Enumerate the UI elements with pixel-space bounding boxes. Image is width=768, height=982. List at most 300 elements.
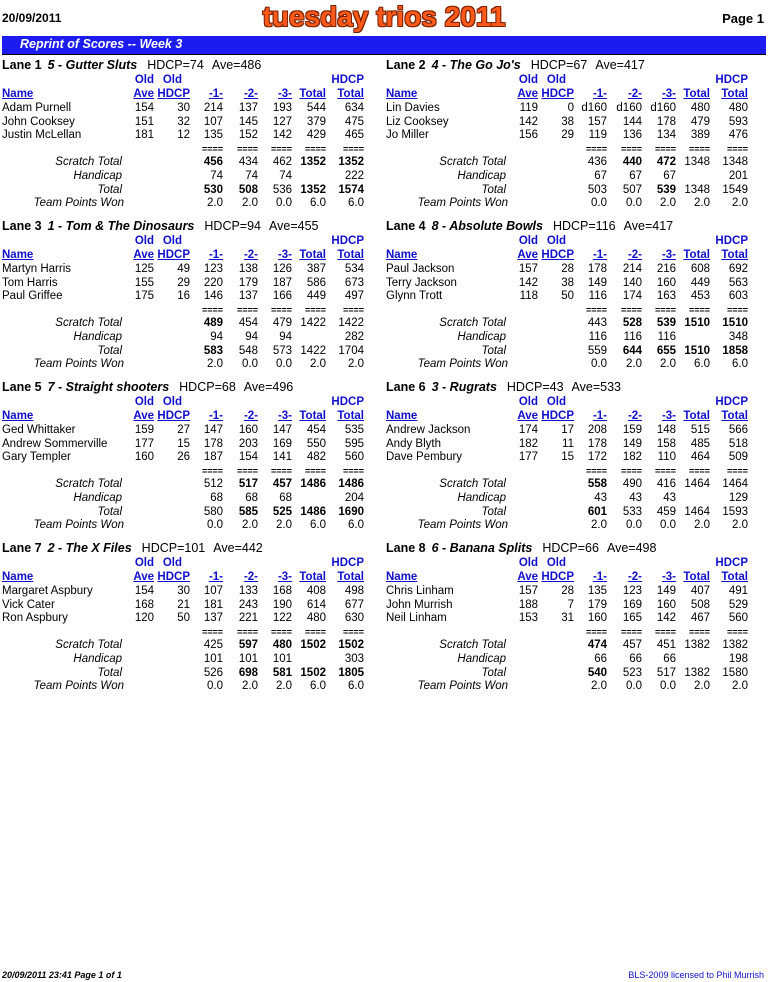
points-total: 6.0: [694, 358, 710, 370]
player-ave: 157: [518, 585, 538, 597]
player-ave: 142: [518, 115, 538, 128]
total-htotal: 1574: [338, 183, 364, 196]
player-g1: 137: [203, 612, 223, 624]
col-hdcp: HDCP: [541, 571, 574, 583]
player-ave: 156: [518, 129, 538, 141]
player-g1: 116: [588, 290, 607, 302]
player-total: 550: [306, 437, 326, 450]
player-g2: 138: [238, 263, 258, 275]
total-total: 1422: [300, 344, 326, 357]
player-name: Margaret Aspbury: [2, 585, 93, 597]
player-hdcp: 16: [177, 290, 190, 302]
handicap-g3: 68: [279, 492, 292, 504]
scratch-label: Scratch Total: [55, 639, 122, 651]
col-g2: -2-: [243, 410, 258, 422]
handicap-label: Handicap: [73, 331, 122, 343]
separator-g2: ====: [236, 144, 258, 154]
lane-header: [2, 219, 319, 233]
team-hdcp: HDCP=101: [141, 541, 206, 555]
col-g2: -2-: [243, 249, 258, 261]
handicap-g2: 67: [629, 170, 642, 182]
lane-number: Lane 3: [2, 219, 42, 233]
handicap-g1: 74: [210, 170, 223, 182]
player-ave: 188: [518, 598, 538, 611]
player-ave: 142: [518, 276, 538, 289]
scratch-g2: 434: [238, 156, 258, 168]
player-name: Terry Jackson: [386, 276, 457, 289]
handicap-g3: 66: [663, 653, 676, 665]
handicap-g3: 43: [663, 492, 676, 504]
player-hdcp: 12: [177, 129, 190, 141]
handicap-htotal: 129: [728, 492, 748, 504]
col-g3: -3-: [277, 410, 292, 422]
handicap-g3: 101: [272, 653, 292, 665]
handicap-g2: 74: [245, 170, 258, 182]
scratch-total: 1382: [684, 639, 710, 651]
total-g3: 655: [656, 344, 676, 357]
handicap-label: Handicap: [457, 170, 506, 182]
total-g2: 507: [622, 183, 642, 196]
team-average: Ave=417: [623, 219, 674, 233]
col-g2: -2-: [627, 88, 642, 100]
scratch-total: 1486: [300, 478, 326, 490]
points-g2: 2.0: [242, 197, 258, 209]
col-name: Name: [386, 88, 418, 100]
player-ave: 174: [518, 424, 538, 436]
player-hdcp: 26: [177, 451, 190, 463]
separator-g2: ====: [620, 627, 642, 637]
total-g1: 601: [587, 505, 607, 518]
player-name: Andrew Sommerville: [2, 437, 108, 450]
player-hdcp: 11: [562, 437, 574, 450]
col-g3: -3-: [277, 249, 292, 261]
player-total: 379: [306, 115, 326, 128]
points-label: Team Points Won: [417, 358, 508, 370]
separator-g2: ====: [620, 305, 642, 315]
player-name: Andrew Jackson: [386, 424, 471, 436]
separator-total: ====: [304, 305, 326, 315]
scratch-g1: 558: [587, 478, 607, 490]
scratch-g2: 528: [622, 317, 642, 329]
player-g3: 149: [656, 585, 676, 597]
handicap-label: Handicap: [457, 492, 506, 504]
col-hdcp-total-top: HDCP: [715, 74, 748, 86]
player-g2: 174: [622, 290, 642, 302]
total-htotal: 1580: [722, 666, 748, 679]
scratch-total: 1348: [684, 156, 710, 168]
total-g3: 573: [272, 344, 292, 357]
points-g1: 0.0: [591, 197, 607, 209]
lane-block: [2, 58, 384, 218]
player-g1: 157: [587, 115, 607, 128]
col-old-ave-top: Old: [518, 235, 538, 247]
handicap-label: Handicap: [457, 653, 506, 665]
scratch-htotal: 1422: [338, 317, 364, 329]
total-g3: 459: [656, 505, 676, 518]
lane-header: [2, 380, 293, 394]
scratch-g3: 479: [272, 317, 292, 329]
player-g2: 179: [238, 276, 258, 289]
col-old-ave-top: Old: [134, 557, 154, 569]
col-name: Name: [2, 410, 34, 422]
col-ave: Ave: [517, 571, 538, 583]
player-total: 389: [690, 129, 710, 141]
total-htotal: 1690: [338, 505, 364, 518]
player-name: Liz Cooksey: [386, 115, 449, 128]
player-g1: d160: [581, 102, 607, 114]
total-htotal: 1805: [338, 666, 364, 679]
col-hdcp: HDCP: [541, 410, 574, 422]
col-old-hdcp-top: Old: [546, 557, 566, 569]
col-g1: -1-: [592, 571, 607, 583]
player-htotal: 509: [728, 451, 748, 463]
points-g2: 2.0: [242, 519, 258, 531]
points-total: 6.0: [310, 197, 326, 209]
total-g1: 530: [203, 183, 223, 196]
lane-header: [2, 541, 263, 555]
total-total: 1502: [300, 666, 326, 679]
points-htotal: 6.0: [348, 680, 364, 692]
player-g1: 172: [587, 451, 607, 463]
scratch-g1: 436: [587, 156, 607, 168]
points-htotal: 2.0: [732, 680, 748, 692]
lane-block: [386, 541, 768, 701]
scratch-g1: 489: [203, 317, 223, 329]
points-g3: 2.0: [276, 519, 292, 531]
player-g3: 168: [272, 585, 292, 597]
points-label: Team Points Won: [33, 680, 124, 692]
player-ave: 182: [518, 437, 538, 450]
player-ave: 125: [134, 263, 154, 275]
separator-g3: ====: [270, 466, 292, 476]
player-htotal: 595: [344, 437, 364, 450]
points-label: Team Points Won: [417, 680, 508, 692]
player-g3: 166: [272, 290, 292, 302]
separator-g1: ====: [585, 305, 607, 315]
player-name: Vick Cater: [2, 598, 55, 611]
separator-g3: ====: [654, 144, 676, 154]
total-label: Total: [481, 344, 506, 357]
separator-g3: ====: [270, 627, 292, 637]
total-g1: 540: [587, 666, 607, 679]
lane-header: [386, 380, 621, 394]
scratch-g1: 443: [587, 317, 607, 329]
player-htotal: 677: [344, 598, 364, 611]
scratch-g3: 416: [656, 478, 676, 490]
col-g1: -1-: [208, 571, 223, 583]
scratch-label: Scratch Total: [55, 156, 122, 168]
col-g1: -1-: [592, 249, 607, 261]
player-htotal: 566: [728, 424, 748, 436]
lane-header: [2, 58, 261, 72]
player-g2: 159: [622, 424, 642, 436]
points-g1: 2.0: [591, 680, 607, 692]
player-ave: 168: [134, 598, 154, 611]
scratch-total: 1464: [684, 478, 710, 490]
scratch-g3: 462: [272, 156, 292, 168]
separator-g1: ====: [201, 144, 223, 154]
player-g1: 160: [587, 612, 607, 624]
player-total: 614: [306, 598, 326, 611]
player-hdcp: 15: [177, 437, 190, 450]
team-average: Ave=533: [571, 380, 622, 394]
total-label: Total: [97, 344, 122, 357]
points-total: 6.0: [310, 519, 326, 531]
player-hdcp: 28: [561, 585, 574, 597]
player-hdcp: 29: [561, 129, 574, 141]
total-total: 1348: [684, 183, 710, 196]
player-total: 454: [306, 424, 326, 436]
col-g1: -1-: [208, 410, 223, 422]
handicap-htotal: 282: [344, 331, 364, 343]
player-htotal: 630: [344, 612, 364, 624]
player-ave: 160: [134, 451, 154, 463]
separator-g1: ====: [585, 144, 607, 154]
player-g1: 123: [203, 263, 223, 275]
col-old-hdcp-top: Old: [162, 396, 182, 408]
points-g3: 0.0: [660, 519, 676, 531]
handicap-htotal: 204: [344, 492, 364, 504]
col-ave: Ave: [517, 410, 538, 422]
total-g2: 644: [622, 344, 642, 357]
col-g3: -3-: [277, 88, 292, 100]
player-g3: 126: [272, 263, 292, 275]
col-g2: -2-: [627, 249, 642, 261]
player-ave: 153: [518, 612, 538, 624]
player-g1: 147: [203, 424, 223, 436]
report-title: tuesday trios 2011: [262, 1, 506, 32]
player-g2: 160: [238, 424, 258, 436]
col-total: Total: [299, 88, 326, 100]
handicap-g2: 68: [245, 492, 258, 504]
scratch-total: 1352: [300, 156, 326, 168]
lane-number: Lane 2: [386, 58, 426, 72]
player-g2: 140: [622, 276, 642, 289]
handicap-htotal: 198: [728, 653, 748, 665]
player-ave: 159: [134, 424, 154, 436]
col-name: Name: [386, 410, 418, 422]
points-total: 2.0: [694, 519, 710, 531]
col-old-ave-top: Old: [134, 396, 154, 408]
points-total: 6.0: [310, 680, 326, 692]
col-htotal: Total: [337, 571, 364, 583]
col-old-hdcp-top: Old: [162, 557, 182, 569]
team-name: 7 - Straight shooters: [47, 380, 170, 394]
total-g3: 539: [656, 183, 676, 196]
player-hdcp: 38: [561, 115, 574, 128]
page-number: Page 1: [722, 11, 764, 26]
player-g2: 133: [238, 585, 258, 597]
col-hdcp: HDCP: [157, 249, 190, 261]
col-ave: Ave: [133, 249, 154, 261]
player-g1: 214: [203, 102, 223, 114]
separator-g1: ====: [201, 305, 223, 315]
player-hdcp: 17: [561, 424, 574, 436]
team-name: 3 - Rugrats: [431, 380, 497, 394]
lane-number: Lane 5: [2, 380, 42, 394]
separator-total: ====: [688, 144, 710, 154]
player-total: 467: [690, 612, 710, 624]
scratch-htotal: 1510: [722, 317, 748, 329]
player-g1: 146: [203, 290, 223, 302]
player-htotal: 529: [728, 598, 748, 611]
separator-htotal: ====: [726, 305, 748, 315]
player-name: Tom Harris: [2, 276, 58, 289]
col-g1: -1-: [208, 249, 223, 261]
handicap-g1: 68: [210, 492, 223, 504]
separator-g1: ====: [201, 627, 223, 637]
lane-number: Lane 8: [386, 541, 426, 555]
points-htotal: 6.0: [732, 358, 748, 370]
player-hdcp: 7: [567, 598, 574, 611]
player-total: 480: [690, 102, 710, 114]
total-label: Total: [481, 505, 506, 518]
col-old-ave-top: Old: [518, 396, 538, 408]
player-g2: 203: [238, 437, 258, 450]
points-htotal: 2.0: [732, 519, 748, 531]
handicap-g2: 94: [245, 331, 258, 343]
col-old-hdcp-top: Old: [546, 74, 566, 86]
player-name: Andy Blyth: [386, 437, 441, 450]
handicap-g1: 101: [203, 653, 223, 665]
col-hdcp-total-top: HDCP: [331, 557, 364, 569]
points-g3: 0.0: [660, 680, 676, 692]
player-g2: 152: [238, 129, 258, 141]
separator-htotal: ====: [342, 305, 364, 315]
player-g2: 136: [622, 129, 642, 141]
total-htotal: 1704: [338, 344, 364, 357]
total-g1: 526: [203, 666, 223, 679]
player-name: Adam Purnell: [2, 102, 72, 114]
player-htotal: 498: [344, 585, 364, 597]
player-g2: 165: [622, 612, 642, 624]
col-old-ave-top: Old: [518, 74, 538, 86]
points-g1: 0.0: [207, 519, 223, 531]
player-htotal: 497: [344, 290, 364, 302]
col-name: Name: [2, 571, 34, 583]
player-htotal: 475: [344, 115, 364, 128]
separator-total: ====: [688, 466, 710, 476]
handicap-g3: 94: [279, 331, 292, 343]
team-average: Ave=496: [243, 380, 294, 394]
col-hdcp: HDCP: [157, 571, 190, 583]
player-g1: 135: [587, 585, 607, 597]
scratch-g3: 539: [656, 317, 676, 329]
points-g3: 0.0: [276, 358, 292, 370]
player-total: 586: [306, 276, 326, 289]
scratch-g2: 440: [622, 156, 642, 168]
scratch-total: 1422: [300, 317, 326, 329]
lane-block: [386, 58, 768, 218]
separator-g3: ====: [654, 627, 676, 637]
separator-htotal: ====: [342, 627, 364, 637]
team-average: Ave=486: [211, 58, 262, 72]
player-hdcp: 32: [177, 115, 190, 128]
points-total: 2.0: [310, 358, 326, 370]
handicap-g3: 116: [657, 331, 676, 343]
handicap-label: Handicap: [73, 170, 122, 182]
points-total: 2.0: [694, 197, 710, 209]
col-hdcp-total-top: HDCP: [715, 557, 748, 569]
col-name: Name: [2, 88, 34, 100]
player-name: Ged Whittaker: [2, 424, 76, 436]
total-htotal: 1549: [722, 183, 748, 196]
player-hdcp: 49: [177, 263, 190, 275]
col-old-ave-top: Old: [134, 74, 154, 86]
handicap-g2: 43: [629, 492, 642, 504]
team-average: Ave=498: [606, 541, 657, 555]
player-ave: 154: [134, 102, 154, 114]
total-g2: 698: [238, 666, 258, 679]
player-total: 485: [690, 437, 710, 450]
separator-total: ====: [688, 305, 710, 315]
separator-htotal: ====: [342, 144, 364, 154]
col-total: Total: [299, 249, 326, 261]
player-total: 608: [690, 263, 710, 275]
col-g2: -2-: [627, 410, 642, 422]
lane-header: [386, 541, 656, 555]
player-ave: 154: [134, 585, 154, 597]
lane-block: [386, 380, 768, 540]
player-g2: 137: [238, 290, 258, 302]
separator-total: ====: [304, 466, 326, 476]
col-old-hdcp-top: Old: [162, 74, 182, 86]
player-ave: 155: [134, 276, 154, 289]
player-total: 515: [690, 424, 710, 436]
scratch-total: 1510: [684, 317, 710, 329]
points-g1: 0.0: [591, 358, 607, 370]
col-total: Total: [683, 249, 710, 261]
col-htotal: Total: [721, 410, 748, 422]
total-g2: 585: [238, 505, 258, 518]
player-hdcp: 28: [561, 263, 574, 275]
total-g2: 533: [622, 505, 642, 518]
player-hdcp: 50: [561, 290, 574, 302]
col-htotal: Total: [337, 249, 364, 261]
player-hdcp: 30: [177, 102, 190, 114]
player-ave: 175: [134, 290, 154, 302]
team-hdcp: HDCP=116: [552, 219, 616, 233]
handicap-g1: 67: [594, 170, 607, 182]
total-g2: 508: [238, 183, 258, 196]
player-name: Glynn Trott: [386, 290, 443, 302]
player-name: Neil Linham: [386, 612, 447, 624]
player-ave: 118: [519, 290, 538, 302]
player-htotal: 692: [728, 263, 748, 275]
scratch-htotal: 1352: [338, 156, 364, 168]
player-g3: 142: [272, 129, 292, 141]
player-htotal: 465: [344, 129, 364, 141]
player-name: Gary Templer: [2, 451, 71, 463]
col-g3: -3-: [661, 571, 676, 583]
col-g3: -3-: [661, 88, 676, 100]
player-total: 464: [690, 451, 710, 463]
total-g1: 583: [203, 344, 223, 357]
points-htotal: 2.0: [732, 197, 748, 209]
scratch-htotal: 1486: [338, 478, 364, 490]
points-htotal: 6.0: [348, 519, 364, 531]
handicap-htotal: 222: [344, 170, 364, 182]
team-name: 6 - Banana Splits: [431, 541, 533, 555]
col-old-hdcp-top: Old: [546, 396, 566, 408]
player-g3: 110: [657, 451, 676, 463]
player-g1: 179: [587, 598, 607, 611]
scratch-total: 1502: [300, 639, 326, 651]
points-g2: 0.0: [626, 197, 642, 209]
col-old-hdcp-top: Old: [162, 235, 182, 247]
col-total: Total: [683, 410, 710, 422]
player-g1: 220: [203, 276, 223, 289]
